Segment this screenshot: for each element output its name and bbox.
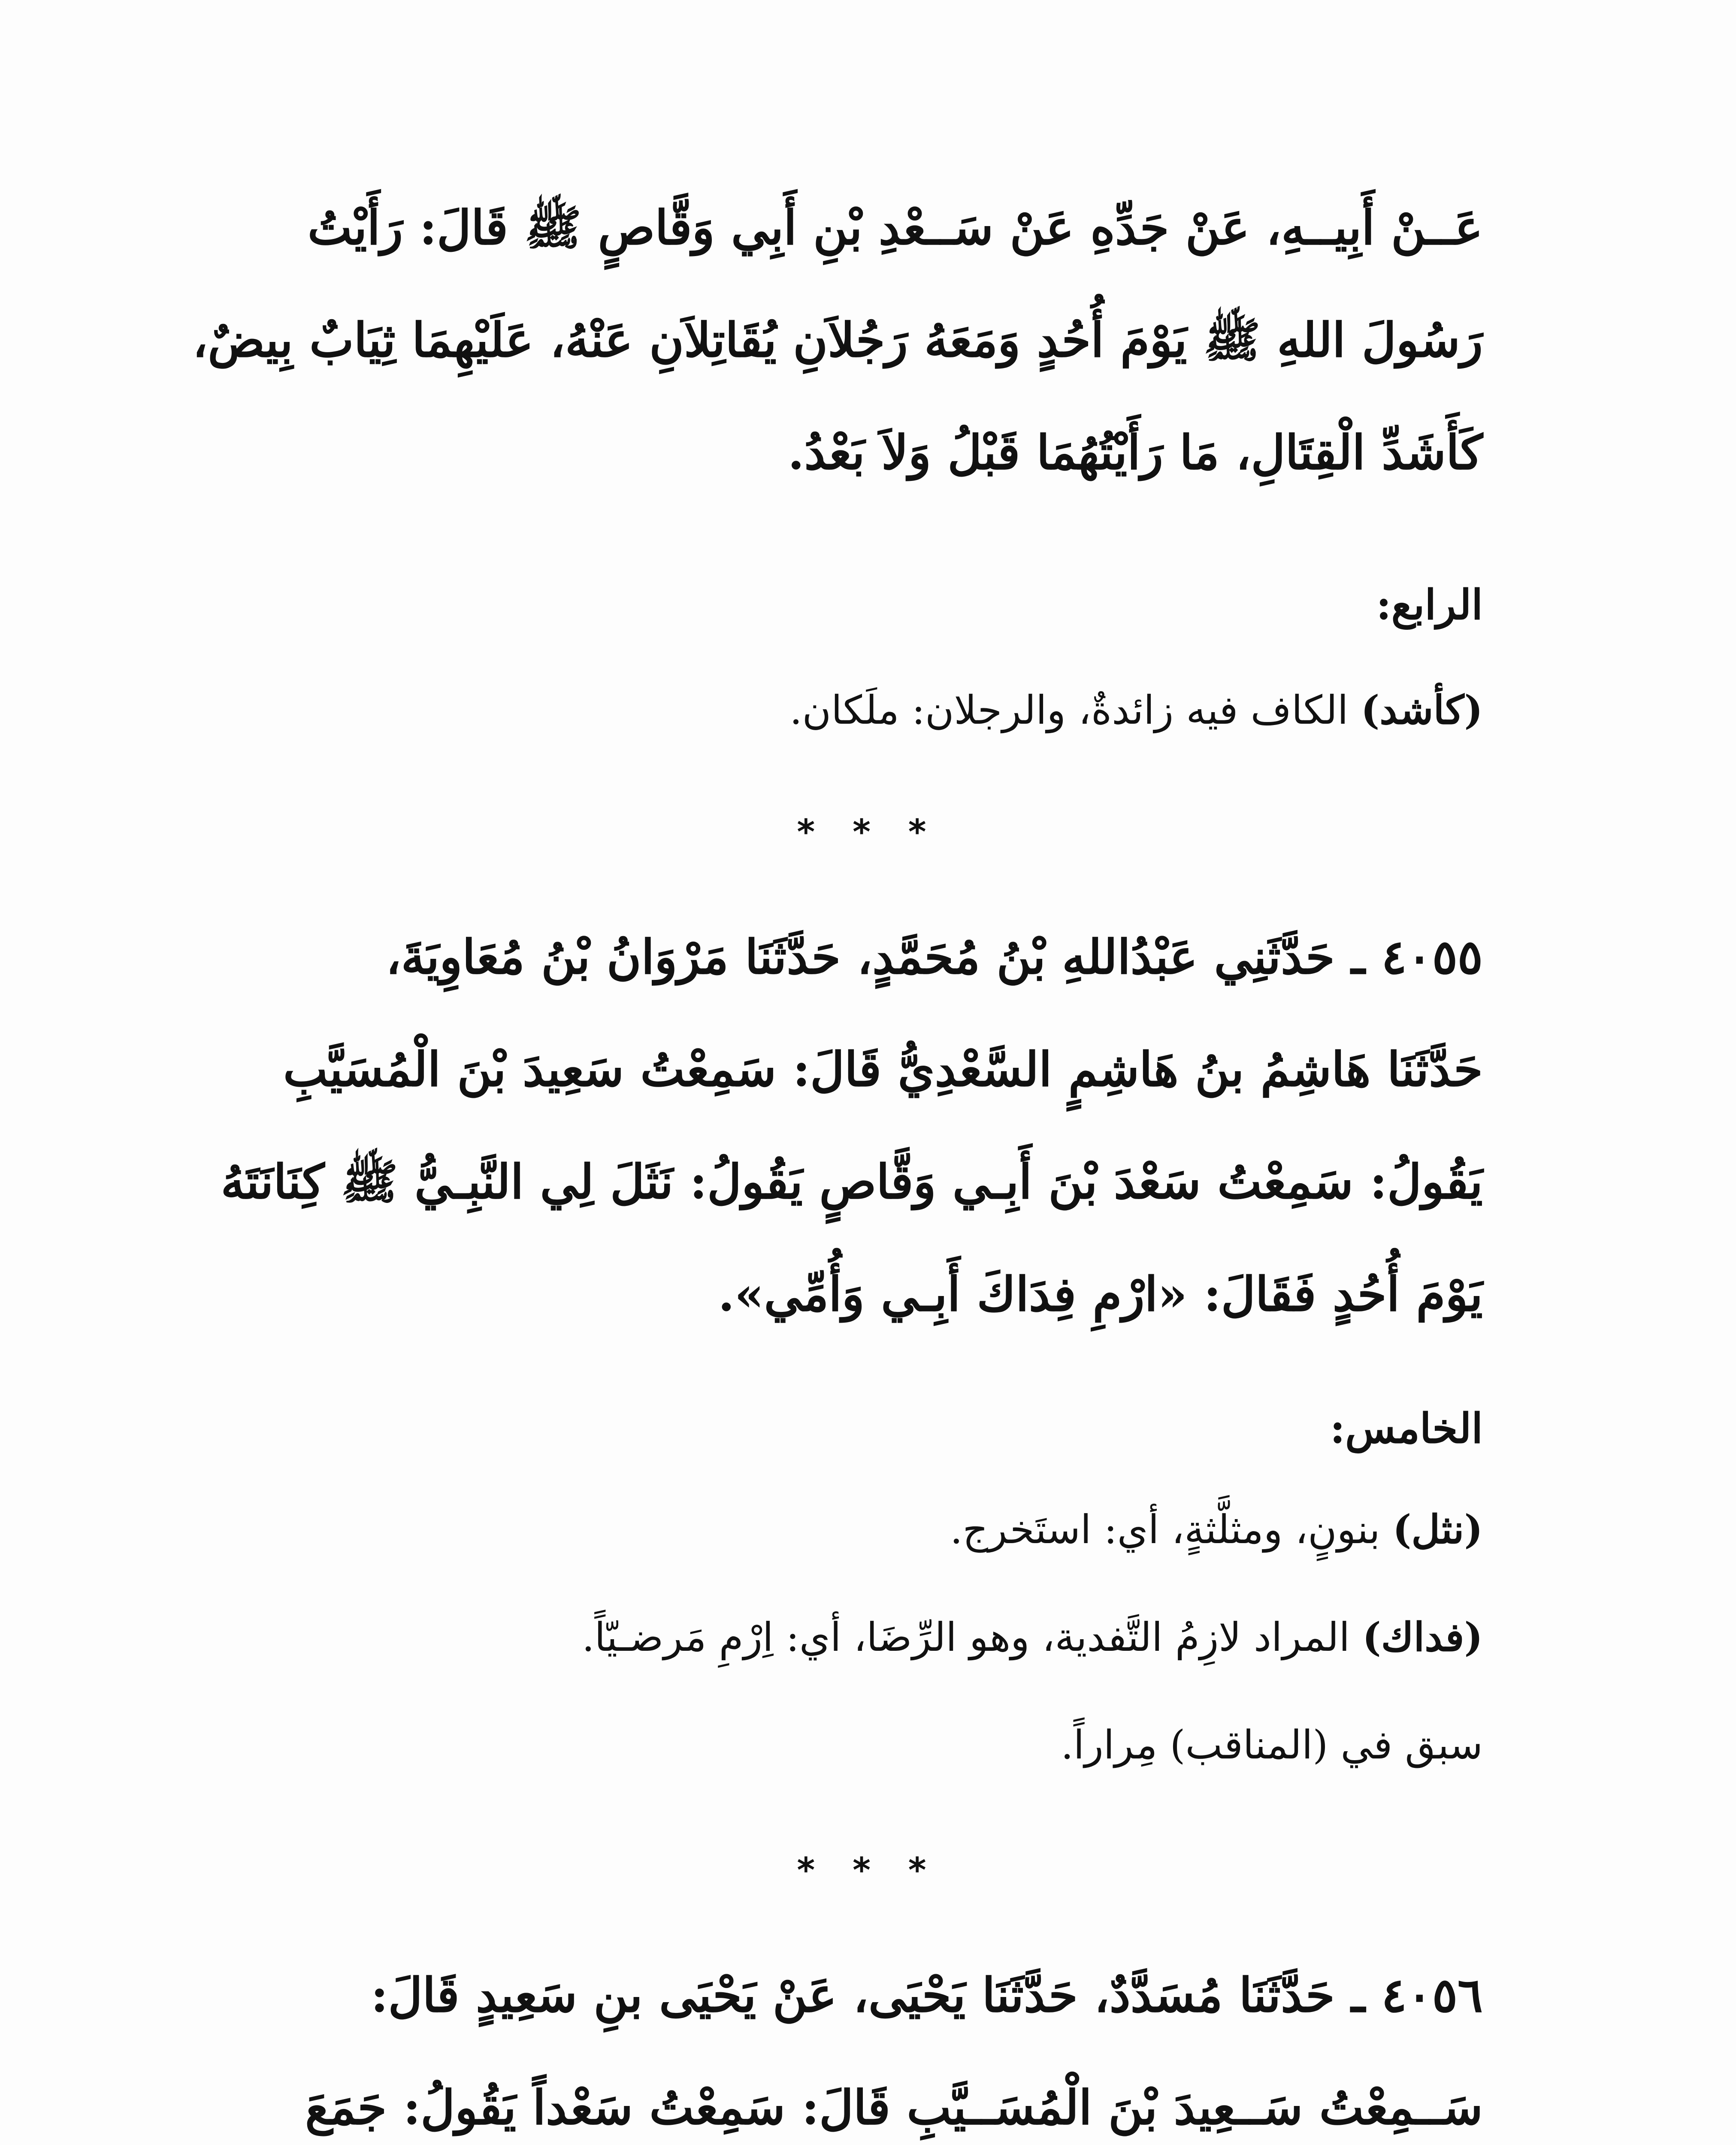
note-term: (نثل) bbox=[1392, 1506, 1483, 1553]
note-term: (كأشد) bbox=[1361, 687, 1483, 733]
section-heading-fifth: الخامس: bbox=[1330, 1404, 1483, 1453]
note-text: الكاف فيه زائدةٌ، والرجلان: ملَكان. bbox=[789, 687, 1361, 733]
text-line: يَقُولُ: سَمِعْتُ سَعْدَ بْنَ أَبِـي وَقَّاصٍ يَقُولُ: نَثَلَ لِي النَّبِـيُّ ﷺ كِنَانَتَهُ bbox=[221, 1154, 1483, 1209]
note-text: بنونٍ، ومثلَّثةٍ، أي: استَخرج. bbox=[950, 1507, 1393, 1553]
commentary-fifth bbox=[243, 1476, 1483, 1799]
text-line: كَأَشَدِّ الْقِتَالِ، مَا رَأَيْتُهُمَا قَبْلُ وَلاَ بَعْدُ. bbox=[788, 425, 1483, 480]
text-line: رَسُولَ اللهِ ﷺ يَوْمَ أُحُدٍ وَمَعَهُ رَجُلاَنِ يُقَاتِلاَنِ عَنْهُ، عَلَيْهِمَا ثِيَابٌ بِيضٌ، bbox=[192, 312, 1483, 368]
text-line: يَوْمَ أُحُدٍ فَقَالَ: «ارْمِ فِدَاكَ أَبِـي وَأُمِّي». bbox=[718, 1266, 1483, 1322]
commentary-note bbox=[243, 1691, 1483, 1799]
hadith-continuation bbox=[192, 172, 1483, 509]
hadith-4056 bbox=[243, 1939, 1483, 2145]
commentary-note bbox=[243, 1583, 1483, 1691]
section-separator: * * * bbox=[797, 812, 939, 852]
text-line: ٤٠٥٦ ـ حَدَّثَنَا مُسَدَّدٌ، حَدَّثَنَا يَحْيَى، عَنْ يَحْيَى بنِ سَعِيدٍ قَالَ: bbox=[371, 1967, 1483, 2023]
text-line: عَــنْ أَبِيــهِ، عَنْ جَدِّهِ عَنْ سَــعْدِ بْنِ أَبِي وَقَّاصٍ ﷺ قَالَ: رَأَيْتُ bbox=[307, 200, 1483, 255]
text-line: حَدَّثَنَا هَاشِمُ بنُ هَاشِمٍ السَّعْدِيُّ قَالَ: سَمِعْتُ سَعِيدَ بْنَ الْمُسَيَّبِ bbox=[283, 1042, 1483, 1097]
text-line: سَــمِعْتُ سَــعِيدَ بْنَ الْمُسَــيَّبِ قَالَ: سَمِعْتُ سَعْداً يَقُولُ: جَمَعَ bbox=[305, 2080, 1483, 2135]
note-text: سبق في (المناقب) مِراراً. bbox=[1061, 1722, 1483, 1768]
commentary-fourth bbox=[243, 656, 1483, 764]
section-separator: * * * bbox=[797, 1850, 939, 1890]
commentary-note bbox=[243, 1476, 1483, 1583]
section-heading-fourth: الرابع: bbox=[1376, 580, 1483, 629]
note-term: (فداك) bbox=[1362, 1614, 1483, 1660]
commentary-note bbox=[243, 656, 1483, 764]
note-text: المراد لازِمُ التَّفدية، وهو الرِّضَا، أي: اِرْمِ مَرضـيّاً. bbox=[582, 1614, 1363, 1660]
text-line: ٤٠٥٥ ـ حَدَّثَنِي عَبْدُاللهِ بْنُ مُحَمَّدٍ، حَدَّثَنَا مَرْوَانُ بْنُ مُعَاوِيَةَ، bbox=[386, 929, 1483, 985]
hadith-4055 bbox=[221, 901, 1483, 1350]
